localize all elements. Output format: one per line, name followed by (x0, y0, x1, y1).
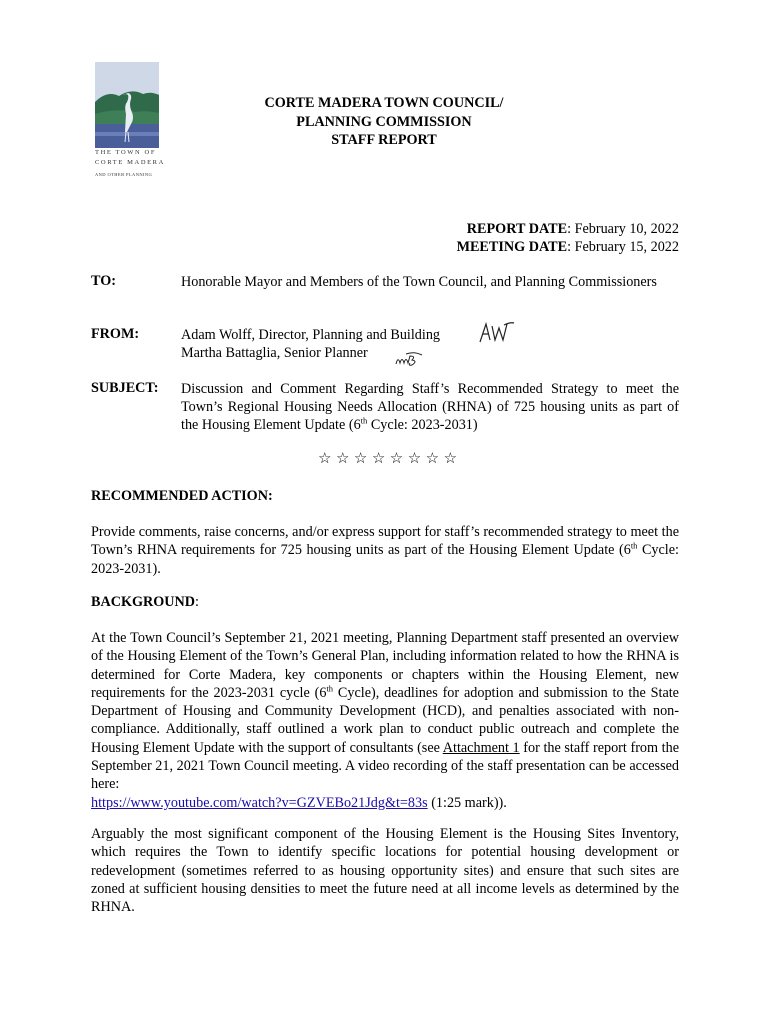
title-line1: CORTE MADERA TOWN COUNCIL/ (264, 95, 504, 111)
title-line2: PLANNING COMMISSION (296, 113, 472, 130)
report-date-value: : February 10, 2022 (567, 221, 679, 237)
signature-icon (478, 320, 522, 346)
background-heading-colon: : (195, 594, 199, 610)
to-label: TO: (91, 273, 116, 289)
logo-name-line1: THE TOWN OF (95, 149, 157, 156)
recommended-superscript: th (630, 540, 638, 551)
recommended-action-heading: RECOMMENDED ACTION: (91, 488, 273, 504)
from-line1: Adam Wolff, Director, Planning and Building (181, 327, 441, 343)
p1-text: At the Town Council’s September 21, 2021 meeting, Planning Department staff presented an overview of the Housing Element of the Town’s General Plan, including information related to how the RHNA is determined for Corte Madera, key components or chapters within the Housing Element, new requirements for the 2023-2031 cycle (6 (91, 630, 679, 701)
logo-tagline: AND OTHER PLANNING (95, 172, 153, 177)
section-separator: ☆☆☆☆☆☆☆☆ (318, 451, 462, 467)
title-line3: STAFF REPORT (331, 132, 437, 148)
from-value (181, 326, 679, 362)
initials-signature-icon (394, 350, 428, 370)
youtube-video-link[interactable]: https://www.youtube.com/watch?v=GZVEBo21Jdg&t=83s (91, 794, 428, 811)
background-heading-text: BACKGROUND (91, 594, 196, 610)
p1-superscript: th (326, 683, 334, 694)
subject-value (181, 380, 679, 434)
recommended-text-end: Cycle: 2023-2031). (91, 542, 679, 577)
report-date (467, 220, 679, 238)
p1-text-2: Cycle), deadlines for adoption and submission to the State Department of Housing and Community Development (HCD), and penalties associated with non-compliance. Additionally, staff outlined a work plan to conduct public outreach and complete the Housing Element Update with the support of consultants (see (91, 684, 679, 756)
meeting-date-value: : February 15, 2022 (567, 239, 679, 255)
from-line2: Martha Battaglia, Senior Planner (181, 345, 368, 361)
report-date-label: REPORT DATE (466, 221, 568, 237)
recommended-action-text (91, 523, 679, 578)
recommended-text: Provide comments, raise concerns, and/or express support for staff’s recommended strategy to meet the Town’s RHNA requirements for 725 housing units as part of the Housing Element Update (6 (91, 524, 679, 559)
meeting-date (457, 238, 679, 256)
logo-name-line2: CORTE MADERA (95, 159, 165, 166)
from-label: FROM: (91, 326, 140, 342)
background-paragraph-2: Arguably the most significant component of the Housing Element is the Housing Sites Inventory, which requires the Town to identify specific locations for potential housing development or redevelopment (sometimes referred to as housing opportunity sites) and ensure that such sites are zoned at sufficient housing densities to meet the future need at all income levels as determined by the RHNA. (91, 826, 679, 916)
subject-text-end: Cycle: 2023-2031) (367, 417, 478, 433)
background-heading (91, 594, 199, 611)
heron-logo-icon (95, 62, 159, 148)
p1-text-3: for the staff report from the September 21, 2021 Town Council meeting. A video recording of the staff presentation can be accessed here: (91, 739, 679, 793)
attachment-1-link[interactable]: Attachment 1 (442, 739, 520, 756)
background-paragraph-1 (91, 629, 679, 812)
subject-text: Discussion and Comment Regarding Staff’s Recommended Strategy to meet the Town’s Regional Housing Needs Allocation (RHNA) of 725 housing units as part of the Housing Element Update (6 (181, 381, 679, 433)
subject-superscript: th (360, 415, 368, 426)
subject-label: SUBJECT: (91, 380, 159, 396)
p1-text-4: (1:25 mark)). (427, 794, 507, 811)
meeting-date-label: MEETING DATE (456, 239, 568, 255)
to-value: Honorable Mayor and Members of the Town Council, and Planning Commissioners (181, 274, 657, 290)
report-title (200, 94, 568, 150)
